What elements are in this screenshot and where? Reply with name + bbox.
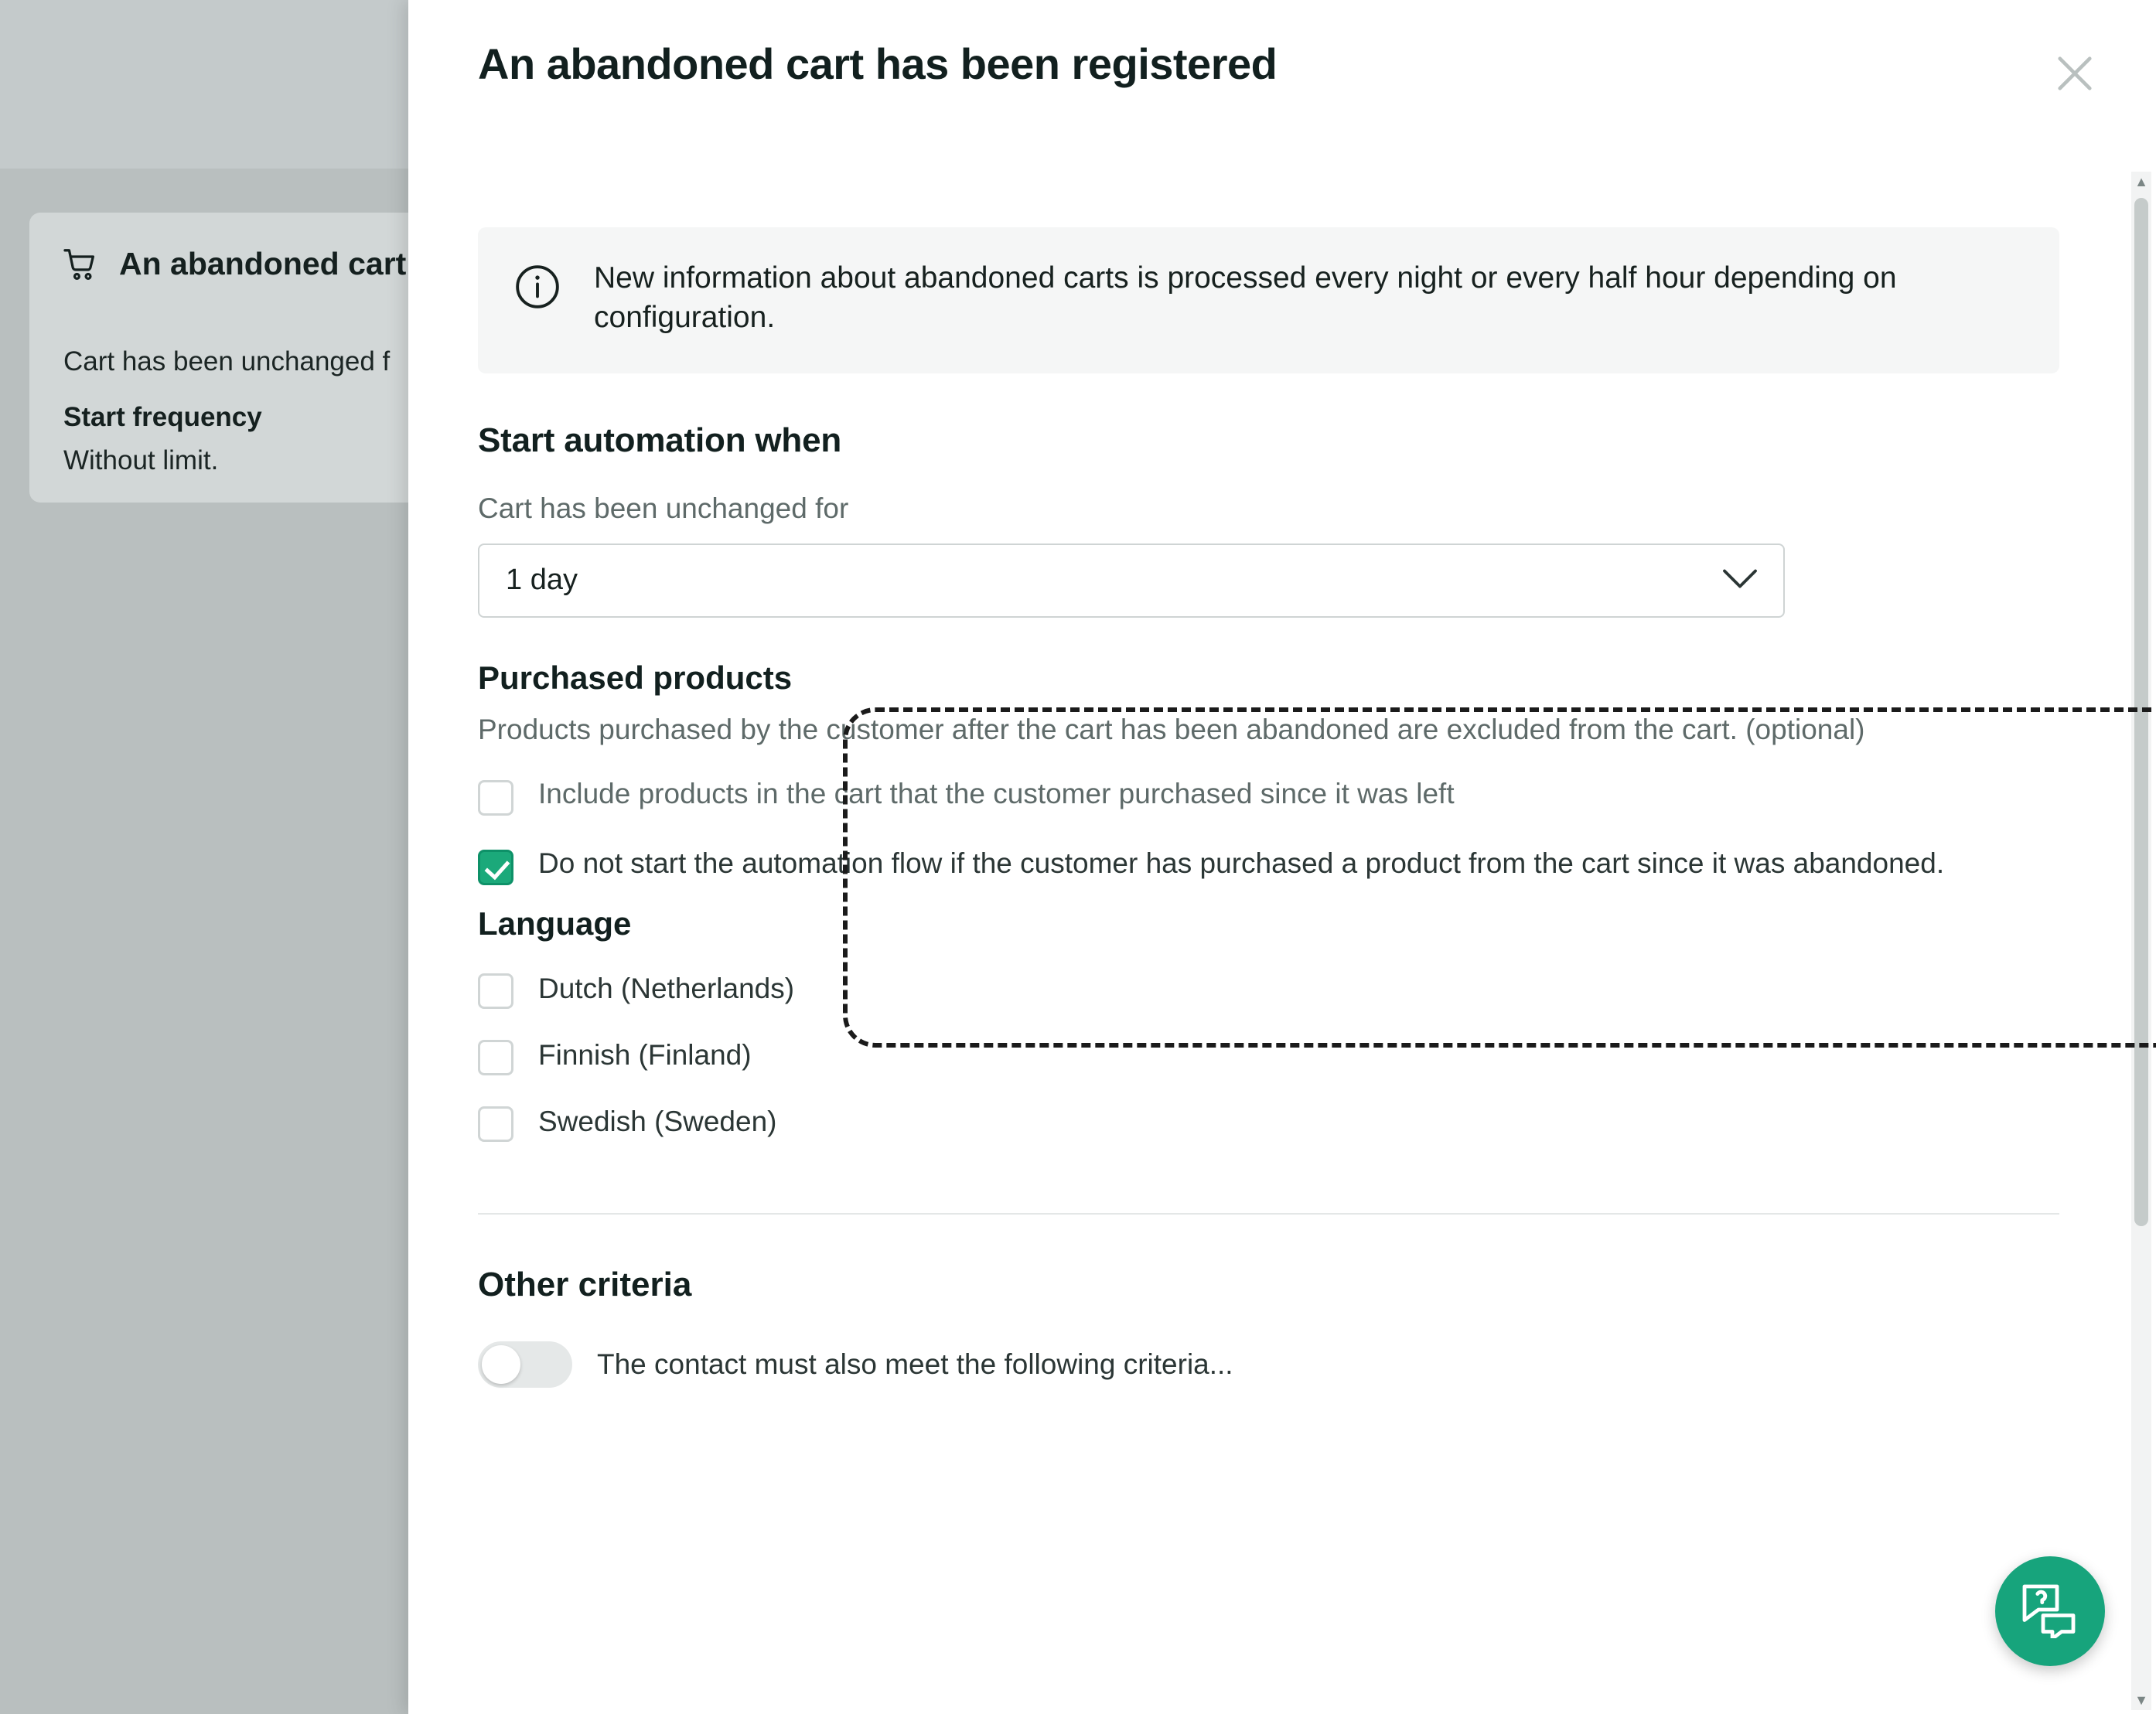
- info-banner: [478, 227, 2059, 373]
- other-criteria-heading: Other criteria: [478, 1265, 692, 1303]
- do-not-start-checkbox[interactable]: [478, 850, 513, 885]
- close-button[interactable]: [2049, 48, 2100, 99]
- other-criteria-toggle[interactable]: [478, 1341, 572, 1388]
- language-finnish-label: Finnish (Finland): [538, 1038, 752, 1071]
- shopping-cart-icon: [63, 249, 97, 280]
- background-line-3: Without limit.: [63, 445, 219, 475]
- automation-trigger-modal: [408, 0, 2156, 1714]
- language-finnish-checkbox[interactable]: [478, 1040, 513, 1075]
- scroll-thumb[interactable]: [2134, 198, 2148, 1226]
- modal-body: [408, 169, 2137, 1714]
- info-icon: [513, 263, 561, 315]
- language-heading: Language: [478, 905, 632, 942]
- info-banner-text: New information about abandoned carts is processed every night or every half hour depending on configuration.: [594, 261, 1897, 335]
- cart-unchanged-select-value: 1 day: [506, 564, 578, 597]
- chat-help-icon: [2020, 1581, 2080, 1642]
- checkbox-row-do-not-start[interactable]: [478, 845, 2067, 885]
- start-automation-heading: Start automation when: [478, 421, 842, 459]
- scroll-down-arrow[interactable]: ▼: [2134, 1692, 2148, 1708]
- modal-scrollbar[interactable]: [2131, 172, 2151, 1710]
- include-purchased-checkbox[interactable]: [478, 780, 513, 816]
- background-topbar: [0, 0, 433, 169]
- include-purchased-label: Include products in the cart that the customer purchased since it was left: [538, 777, 1455, 809]
- language-row-dutch[interactable]: [478, 969, 2067, 1009]
- chat-help-button[interactable]: [1995, 1556, 2105, 1666]
- other-criteria-toggle-label: The contact must also meet the following criteria...: [597, 1348, 1233, 1380]
- close-icon: [2049, 48, 2100, 99]
- language-row-finnish[interactable]: [478, 1035, 2067, 1075]
- language-dutch-label: Dutch (Netherlands): [538, 972, 795, 1004]
- section-divider: [478, 1213, 2059, 1215]
- toggle-knob: [482, 1345, 520, 1384]
- background-line-2: Start frequency: [63, 402, 262, 432]
- language-dutch-checkbox[interactable]: [478, 973, 513, 1009]
- purchased-products-description: Products purchased by the customer after the cart has been abandoned are excluded from the cart. (optional): [478, 713, 1865, 745]
- scroll-up-arrow[interactable]: ▲: [2134, 173, 2148, 189]
- page-title: An abandoned cart has been registered: [478, 39, 1278, 88]
- modal-header: [408, 0, 2156, 169]
- language-swedish-checkbox[interactable]: [478, 1106, 513, 1142]
- purchased-products-heading: Purchased products: [478, 659, 793, 696]
- background-card-title: [63, 246, 406, 282]
- checkbox-row-include-purchased[interactable]: [478, 775, 2067, 816]
- other-criteria-row[interactable]: [478, 1341, 2067, 1388]
- cart-unchanged-select-wrap: [478, 544, 1785, 618]
- language-row-swedish[interactable]: [478, 1102, 2067, 1142]
- cart-unchanged-label: Cart has been unchanged for: [478, 492, 849, 524]
- background-card-title-text: An abandoned cart: [119, 246, 407, 281]
- background-line-1: Cart has been unchanged f: [63, 346, 391, 377]
- cart-unchanged-select[interactable]: [478, 544, 1785, 618]
- language-swedish-label: Swedish (Sweden): [538, 1105, 777, 1137]
- do-not-start-label: Do not start the automation flow if the customer has purchased a product from the cart since it was abandoned.: [538, 847, 1945, 879]
